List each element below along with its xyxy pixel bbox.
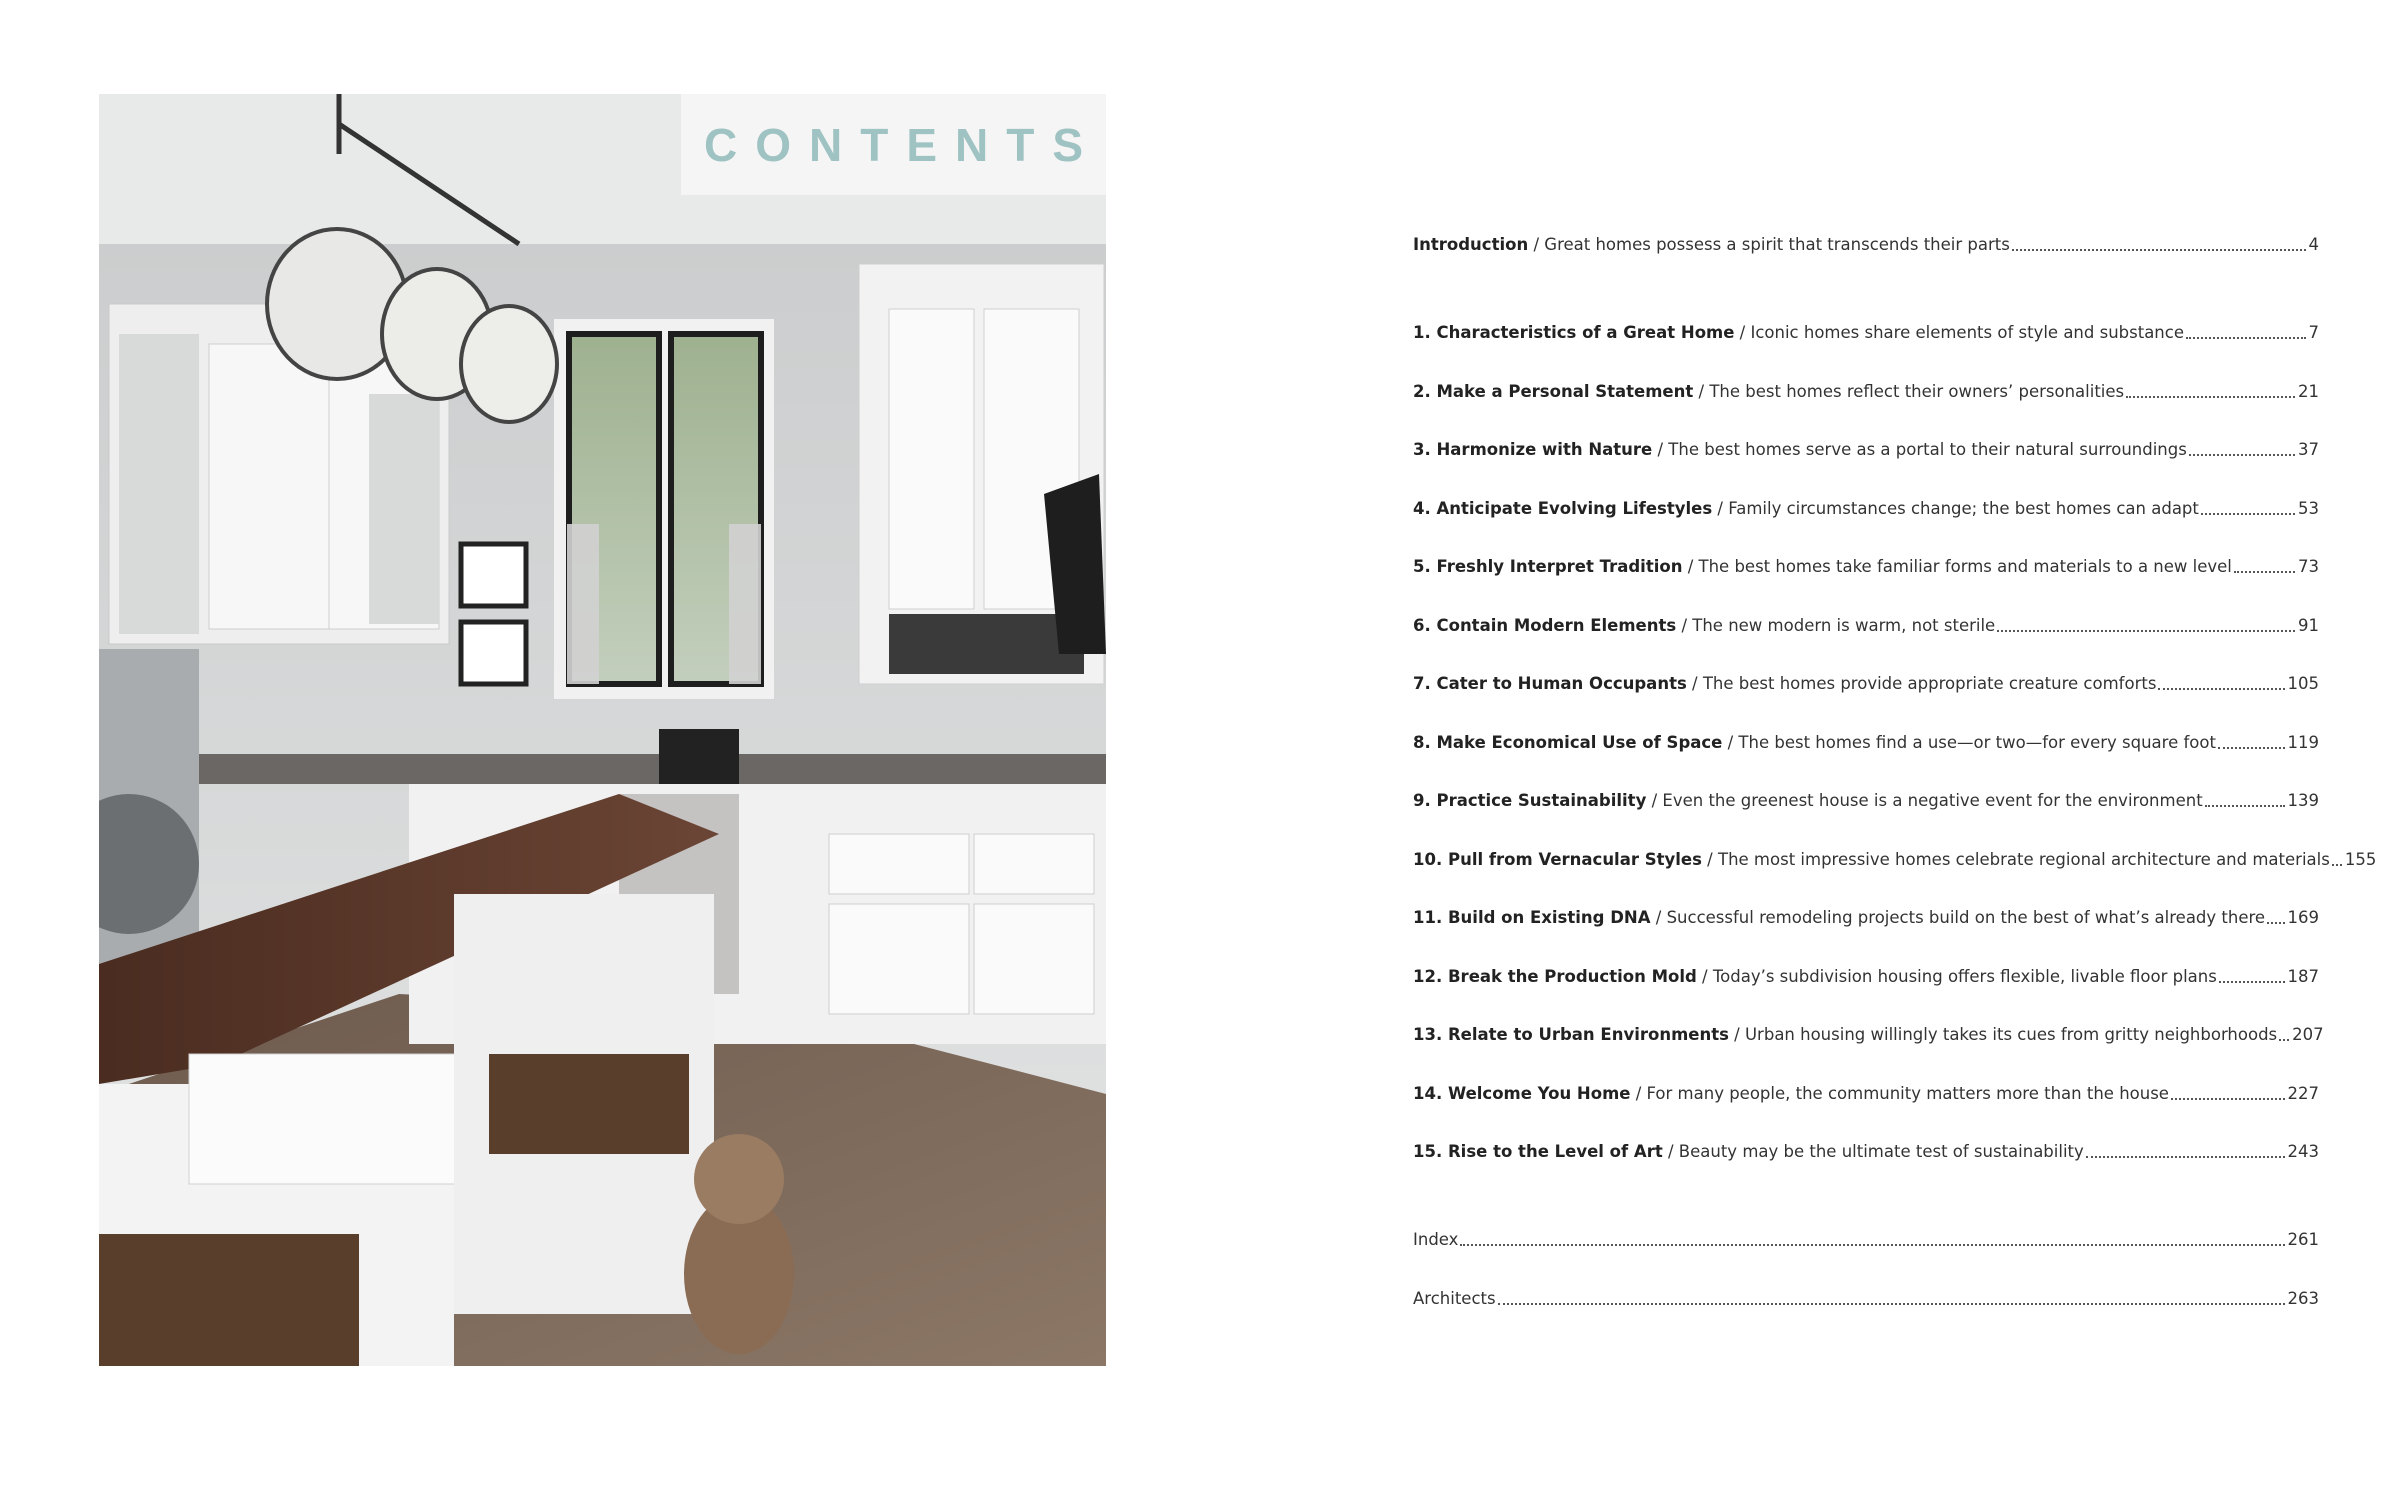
toc-entry-description: Successful remodeling projects build on the best of what’s already there [1666, 908, 2266, 927]
toc-entry-title: 6. Contain Modern Elements [1413, 615, 1677, 635]
dot-leader [2126, 396, 2295, 398]
toc-entry-chapter-3[interactable]: 3. Harmonize with Nature / The best homes serve as a portal to their natural surroundings 37 [1413, 440, 2319, 459]
dot-leader [1997, 630, 2295, 632]
toc-entry-chapter-9[interactable]: 9. Practice Sustainability / Even the greenest house is a negative event for the environment 139 [1413, 791, 2319, 810]
toc-entry-page: 4 [2308, 235, 2319, 254]
toc-entry-description: The best homes take familiar forms and materials to a new level [1698, 557, 2232, 576]
dot-leader [2218, 747, 2285, 749]
toc-entry-index[interactable] [1413, 1223, 2319, 1251]
toc-entry-page: 243 [2287, 1142, 2319, 1161]
toc-entry-title: 13. Relate to Urban Environments [1413, 1025, 1729, 1044]
laundry-room-illustration [99, 94, 1106, 1366]
toc-entry-page: 261 [2287, 1230, 2319, 1249]
toc-entry-description: The best homes find a use—or two—for every square foot [1738, 732, 2216, 752]
contents-heading: CONTENTS [704, 118, 1101, 171]
toc-entry-page: 73 [2298, 557, 2319, 576]
toc-entry-chapter-7[interactable]: 7. Cater to Human Occupants / The best homes provide appropriate creature comforts 105 [1413, 674, 2319, 693]
toc-entry-page: 227 [2287, 1083, 2319, 1103]
dot-leader [2267, 922, 2284, 924]
toc-entry-description: The new modern is warm, not sterile [1692, 615, 1996, 635]
dot-leader [2201, 513, 2295, 515]
toc-entry-page: 263 [2287, 1288, 2319, 1308]
toc-entry-description: The best homes reflect their owners’ personalities [1709, 381, 2125, 401]
toc-entry-description: The best homes serve as a portal to their natural surroundings [1668, 440, 2187, 459]
toc-entry-title: 9. Practice Sustainability [1413, 791, 1647, 810]
dot-leader [2186, 337, 2306, 339]
toc-entry-title: 10. Pull from Vernacular Styles [1413, 849, 1702, 869]
toc-entry-page: 53 [2298, 498, 2319, 518]
dot-leader [2234, 571, 2295, 573]
toc-entry-description: Today’s subdivision housing offers flexible, livable floor plans [1712, 966, 2217, 986]
dot-leader [1498, 1303, 2285, 1305]
toc-entry-page: 105 [2287, 674, 2319, 693]
dot-leader [2086, 1156, 2285, 1158]
toc-entry-chapter-6[interactable]: 6. Contain Modern Elements / The new modern is warm, not sterile 91 [1413, 615, 2319, 635]
dot-leader [2219, 981, 2285, 983]
toc-entry-title: 1. Characteristics of a Great Home [1413, 323, 1735, 342]
toc-entry-chapter-10[interactable]: 10. Pull from Vernacular Styles / The most impressive homes celebrate regional architecture and materials 155 [1413, 849, 2377, 869]
toc-entry-chapter-5[interactable]: 5. Freshly Interpret Tradition / The best homes take familiar forms and materials to a new level 73 [1413, 557, 2319, 576]
toc-entry-chapter-8[interactable]: 8. Make Economical Use of Space / The best homes find a use—or two—for every square foot 119 [1413, 732, 2319, 752]
toc-entry-title: 4. Anticipate Evolving Lifestyles [1413, 498, 1713, 518]
toc-entry-page: 7 [2308, 323, 2319, 342]
toc-entry-chapter-13[interactable]: 13. Relate to Urban Environments / Urban housing willingly takes its cues from gritty neighborhoods 207 [1413, 1025, 2324, 1044]
toc-entry-title: 12. Break the Production Mold [1413, 966, 1697, 986]
toc-entry-chapter-14[interactable]: 14. Welcome You Home / For many people, the community matters more than the house 227 [1413, 1083, 2319, 1103]
toc-entry-description: Beauty may be the ultimate test of sustainability [1678, 1142, 2084, 1161]
toc-entry-introduction[interactable]: Introduction / Great homes possess a spirit that transcends their parts 4 [1413, 235, 2319, 254]
toc-entry-title: 15. Rise to the Level of Art [1413, 1142, 1663, 1161]
toc-entry-title: 5. Freshly Interpret Tradition [1413, 557, 1683, 576]
toc-entry-description: The best homes provide appropriate creature comforts [1702, 674, 2157, 693]
toc-entry-chapter-15[interactable]: 15. Rise to the Level of Art / Beauty may be the ultimate test of sustainability 243 [1413, 1142, 2319, 1161]
toc-entry-title: Index [1413, 1230, 1459, 1249]
dot-leader [2189, 454, 2295, 456]
toc-entry-title: 3. Harmonize with Nature [1413, 440, 1653, 459]
toc-entry-description: For many people, the community matters more than the house [1646, 1083, 2169, 1103]
toc-entry-page: 187 [2287, 966, 2319, 986]
dot-leader [2279, 1039, 2289, 1041]
toc-entry-title: 2. Make a Personal Statement [1413, 381, 1694, 401]
toc-entry-page: 119 [2287, 732, 2319, 752]
dot-leader [2332, 864, 2342, 866]
dot-leader [2205, 805, 2285, 807]
dot-leader [2171, 1098, 2285, 1100]
toc-entry-page: 91 [2298, 615, 2319, 635]
toc-entry-title: 11. Build on Existing DNA [1413, 908, 1651, 927]
toc-entry-page: 155 [2344, 849, 2377, 869]
toc-entry-page: 37 [2298, 440, 2319, 459]
toc-entry-title: 8. Make Economical Use of Space [1413, 732, 1723, 752]
toc-entry-title: Introduction [1413, 235, 1529, 254]
toc-entry-description: Urban housing willingly takes its cues from gritty neighborhoods [1744, 1025, 2278, 1044]
toc-entry-chapter-12[interactable]: 12. Break the Production Mold / Today’s subdivision housing offers flexible, livable floor plans 187 [1413, 966, 2319, 986]
toc-entry-description: The most impressive homes celebrate regional architecture and materials [1718, 849, 2330, 869]
dot-leader [2158, 688, 2284, 690]
toc-entry-title: 7. Cater to Human Occupants [1413, 674, 1687, 693]
toc-entry-description: Family circumstances change; the best homes can adapt [1728, 498, 2199, 518]
toc-entry-title: Architects [1413, 1288, 1496, 1308]
toc-entry-architects[interactable] [1413, 1282, 2319, 1310]
toc-entry-description: Even the greenest house is a negative event for the environment [1662, 791, 2203, 810]
cover-photo-laundry-room [99, 94, 1106, 1366]
toc-entry-page: 207 [2292, 1025, 2324, 1044]
toc-entry-chapter-2[interactable]: 2. Make a Personal Statement / The best homes reflect their owners’ personalities 21 [1413, 381, 2319, 401]
contents-caption-box [681, 94, 1106, 195]
toc-entry-description: Great homes possess a spirit that transcends their parts [1544, 235, 2010, 254]
toc-entry-page: 139 [2287, 791, 2319, 810]
toc-entry-chapter-11[interactable]: 11. Build on Existing DNA / Successful remodeling projects build on the best of what’s already there 169 [1413, 908, 2319, 927]
dot-leader [2012, 249, 2306, 251]
toc-entry-chapter-4[interactable]: 4. Anticipate Evolving Lifestyles / Family circumstances change; the best homes can adapt 53 [1413, 498, 2319, 518]
toc-entry-chapter-1[interactable]: 1. Characteristics of a Great Home / Iconic homes share elements of style and substance 7 [1413, 323, 2319, 342]
toc-entry-page: 169 [2287, 908, 2319, 927]
toc-entry-page: 21 [2298, 381, 2319, 401]
dot-leader [1460, 1244, 2284, 1246]
toc-entry-title: 14. Welcome You Home [1413, 1083, 1631, 1103]
toc-entry-description: Iconic homes share elements of style and substance [1750, 323, 2184, 342]
